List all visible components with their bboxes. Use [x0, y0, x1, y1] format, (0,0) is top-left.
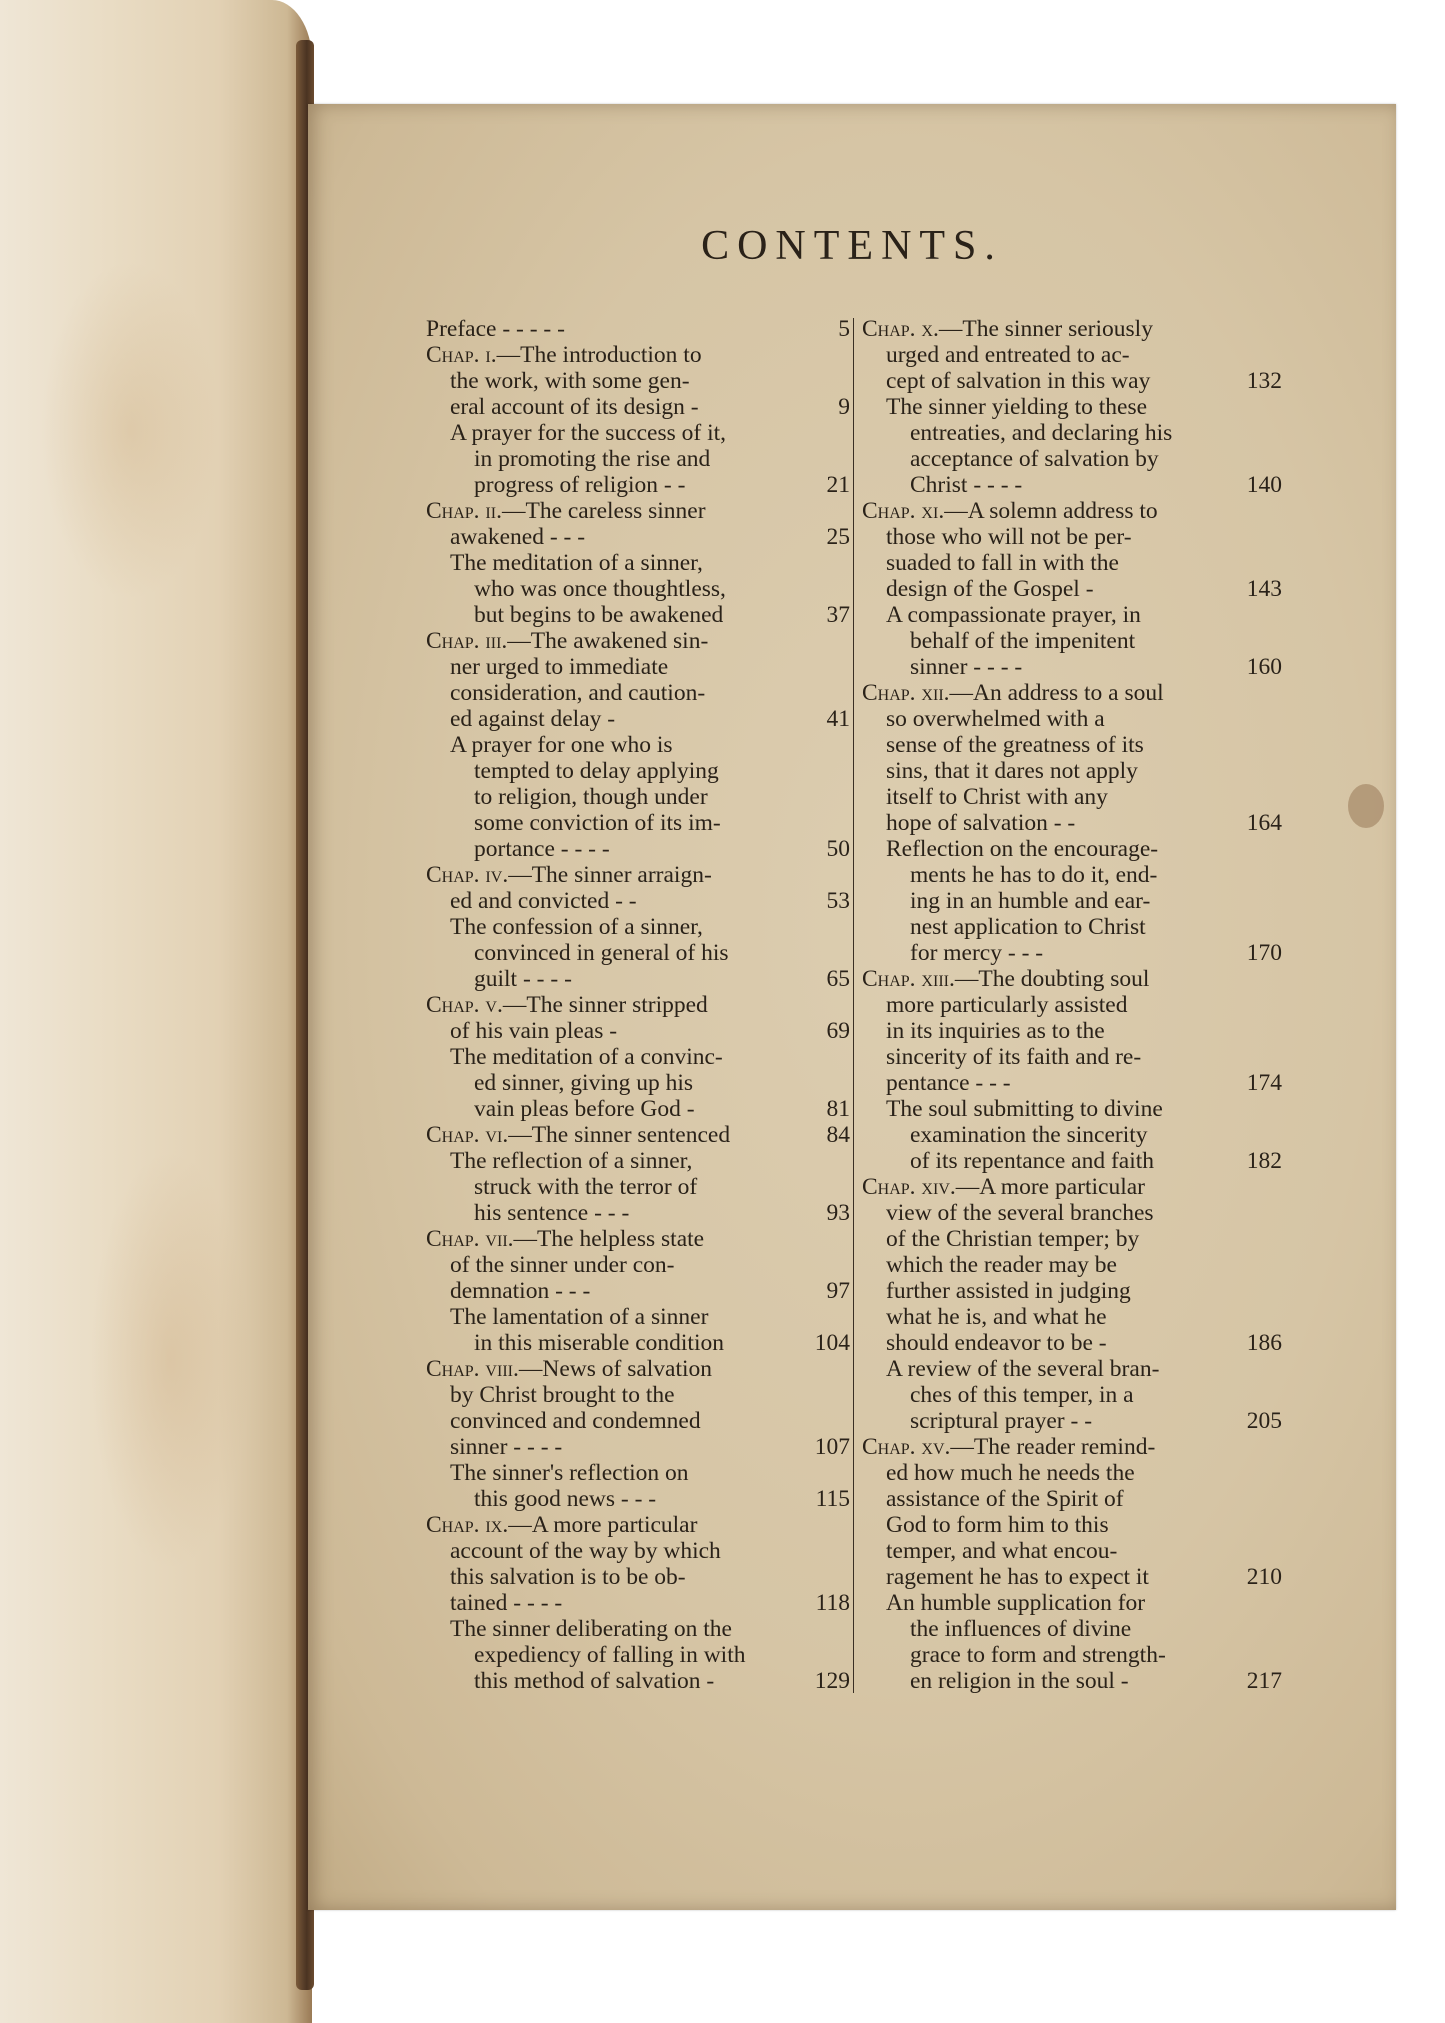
page-number: 50 [826, 836, 850, 862]
page-number: 115 [815, 1486, 850, 1512]
contents-entry [862, 1174, 1282, 1356]
entry-text-line: Chap. xiv.—A more particular [862, 1174, 1145, 1200]
entry-text-line: The confession of a sinner, [450, 914, 703, 940]
entry-text-line: Chap. ii.—The careless sinner [426, 498, 706, 524]
entry-text-line: behalf of the impenitent [910, 628, 1136, 654]
chapter-label: Chap. xi. [862, 498, 945, 524]
entry-text-line: the influences of divine [910, 1616, 1132, 1642]
entry-text-line: ments he has to do it, end- [910, 862, 1158, 888]
entry-text-line: examination the sincerity [910, 1122, 1148, 1148]
entry-text-line: The lamentation of a sinner [450, 1304, 709, 1330]
page-number: 186 [1246, 1330, 1282, 1356]
entry-text-line: Chap. vi.—The sinner sentenced [426, 1122, 731, 1148]
entry-text-line: Chap. x.—The sinner seriously [862, 316, 1153, 342]
foxing-spot [1348, 784, 1384, 828]
entry-text-line: this good news - - - [474, 1486, 657, 1512]
entry-text-line: The meditation of a convinc- [450, 1044, 723, 1070]
entry-text-line: so overwhelmed with a [886, 706, 1105, 732]
page-number: 53 [826, 888, 850, 914]
entry-text-line: scriptural prayer - - [910, 1408, 1093, 1434]
entry-text-line: this salvation is to be ob- [450, 1564, 686, 1590]
page-number: 5 [838, 316, 850, 342]
entry-text-line: account of the way by which [450, 1538, 721, 1564]
page-number: 107 [814, 1434, 850, 1460]
contents-subentry [450, 732, 850, 862]
contents-subentry [450, 1616, 850, 1694]
entry-text-line: urged and entreated to ac- [886, 342, 1130, 368]
entry-text-line: of its repentance and faith [910, 1148, 1155, 1174]
entry-text-line: the work, with some gen- [450, 368, 690, 394]
entry-text-line: nest application to Christ [910, 914, 1146, 940]
entry-text-line: in promoting the rise and [474, 446, 711, 472]
contents-column-left [426, 316, 850, 1694]
contents-page [308, 104, 1396, 1910]
chapter-label: Chap. ix. [426, 1512, 509, 1538]
contents-subentry [886, 1096, 1282, 1174]
entry-text-line: awakened - - - [450, 524, 586, 550]
entry-text-line: sinner - - - - [910, 654, 1023, 680]
entry-text-line: entreaties, and declaring his [910, 420, 1173, 446]
contents-entry [426, 498, 850, 550]
chapter-label: Chap. ii. [426, 498, 502, 524]
page-title: CONTENTS. [701, 223, 1003, 269]
entry-text-line: demnation - - - [450, 1278, 591, 1304]
entry-text-line: Chap. xii.—An address to a soul [862, 680, 1164, 706]
contents-subentry [450, 1460, 850, 1512]
entry-text-line: Chap. iv.—The sinner arraign- [426, 862, 712, 888]
entry-text-line: Chap. iii.—The awakened sin- [426, 628, 709, 654]
entry-text-line: of the Christian temper; by [886, 1226, 1140, 1252]
entry-text-line: should endeavor to be - [886, 1330, 1107, 1356]
entry-text-line: consideration, and caution- [450, 680, 706, 706]
page-number: 37 [826, 602, 850, 628]
entry-text-line: guilt - - - - [474, 966, 572, 992]
contents-entry [426, 316, 850, 342]
entry-text-line: assistance of the Spirit of [886, 1486, 1124, 1512]
entry-text-line: view of the several branches [886, 1200, 1154, 1226]
entry-text-line: vain pleas before God - [474, 1096, 695, 1122]
contents-entry [426, 862, 850, 914]
entry-text-line: Chap. xi.—A solemn address to [862, 498, 1158, 524]
entry-text-line: Chap. ix.—A more particular [426, 1512, 698, 1538]
entry-text-line: ragement he has to expect it [886, 1564, 1149, 1590]
entry-text-line: The sinner's reflection on [450, 1460, 689, 1486]
entry-text-line: en religion in the soul - [910, 1668, 1129, 1694]
chapter-label: Chap. v. [426, 992, 503, 1018]
entry-text-line: ed and convicted - - [450, 888, 637, 914]
entry-text-line: The meditation of a sinner, [450, 550, 703, 576]
contents-entry [426, 1122, 850, 1148]
page-number: 25 [826, 524, 850, 550]
page-number: 160 [1246, 654, 1282, 680]
entry-text-line: suaded to fall in with the [886, 550, 1119, 576]
facing-page [0, 0, 312, 2023]
page-number: 140 [1246, 472, 1282, 498]
contents-entry [426, 1512, 850, 1616]
entry-text-line: ches of this temper, in a [910, 1382, 1134, 1408]
entry-text-line: hope of salvation - - [886, 810, 1076, 836]
contents-subentry [886, 394, 1282, 498]
entry-text-line: Chap. viii.—News of salvation [426, 1356, 713, 1382]
chapter-label: Chap. xv. [862, 1434, 951, 1460]
entry-text-line: tained - - - - [450, 1590, 563, 1616]
contents-subentry [886, 836, 1282, 966]
entry-text-line: some conviction of its im- [474, 810, 721, 836]
entry-text-line: sinner - - - - [450, 1434, 563, 1460]
page-number: 93 [826, 1200, 850, 1226]
entry-text-line: who was once thoughtless, [474, 576, 726, 602]
contents-subentry [450, 914, 850, 992]
entry-text-line: progress of religion - - [474, 472, 686, 498]
entry-text-line: ed against delay - [450, 706, 616, 732]
entry-text-line: of his vain pleas - [450, 1018, 618, 1044]
contents-entry [426, 628, 850, 732]
chapter-label: Chap. i. [426, 342, 497, 368]
contents-entry [426, 992, 850, 1044]
entry-text-line: design of the Gospel - [886, 576, 1094, 602]
page-number: 9 [838, 394, 850, 420]
contents-subentry [450, 1044, 850, 1122]
chapter-label: Chap. iii. [426, 628, 508, 654]
chapter-label: Chap. viii. [426, 1356, 519, 1382]
contents-entry [862, 316, 1282, 394]
page-number: 81 [826, 1096, 850, 1122]
entry-text-line: more particularly assisted [886, 992, 1128, 1018]
contents-column-right [862, 316, 1282, 1694]
page-number: 170 [1246, 940, 1282, 966]
entry-text-line: An humble supplication for [886, 1590, 1146, 1616]
page-number: 164 [1246, 810, 1282, 836]
contents-subentry [886, 602, 1282, 680]
entry-text-line: sincerity of its faith and re- [886, 1044, 1142, 1070]
entry-text-line: A review of the several bran- [886, 1356, 1160, 1382]
page-number: 118 [815, 1590, 850, 1616]
contents-subentry [450, 1148, 850, 1226]
page-number: 41 [826, 706, 850, 732]
entry-text-line: A prayer for one who is [450, 732, 673, 758]
page-number: 132 [1246, 368, 1282, 394]
page-number: 21 [826, 472, 850, 498]
entry-text-line: pentance - - - [886, 1070, 1011, 1096]
entry-text-line: eral account of its design - [450, 394, 699, 420]
entry-text-line: ed sinner, giving up his [474, 1070, 694, 1096]
entry-text-line: sense of the greatness of its [886, 732, 1144, 758]
entry-text-line: his sentence - - - [474, 1200, 630, 1226]
entry-text-line: which the reader may be [886, 1252, 1117, 1278]
entry-text-line: ing in an humble and ear- [910, 888, 1151, 914]
entry-text-line: The sinner deliberating on the [450, 1616, 732, 1642]
entry-text-line: sins, that it dares not apply [886, 758, 1138, 784]
entry-text-line: tempted to delay applying [474, 758, 719, 784]
contents-entry [426, 1356, 850, 1460]
page-stain [40, 260, 220, 600]
entry-text-line: itself to Christ with any [886, 784, 1108, 810]
entry-text-line: to religion, though under [474, 784, 708, 810]
entry-text-line: those who will not be per- [886, 524, 1132, 550]
entry-text-line: A compassionate prayer, in [886, 602, 1141, 628]
entry-text-line: Chap. vii.—The helpless state [426, 1226, 705, 1252]
entry-text-line: The soul submitting to divine [886, 1096, 1163, 1122]
entry-text-line: temper, and what encou- [886, 1538, 1118, 1564]
entry-text-line: Reflection on the encourage- [886, 836, 1159, 862]
page-number: 205 [1246, 1408, 1282, 1434]
entry-text-line: expediency of falling in with [474, 1642, 746, 1668]
chapter-label: Chap. xiv. [862, 1174, 956, 1200]
entry-text-line: in this miserable condition [474, 1330, 724, 1356]
page-number: 217 [1246, 1668, 1282, 1694]
contents-entry [426, 1226, 850, 1304]
page-number: 182 [1246, 1148, 1282, 1174]
contents-entry [862, 1434, 1282, 1590]
entry-text-line: grace to form and strength- [910, 1642, 1166, 1668]
page-number: 65 [826, 966, 850, 992]
entry-text-line: cept of salvation in this way [886, 368, 1151, 394]
chapter-label: Chap. xii. [862, 680, 950, 706]
page-number: 69 [826, 1018, 850, 1044]
chapter-label: Chap. x. [862, 316, 939, 342]
contents-entry [862, 966, 1282, 1096]
entry-text-line: convinced in general of his [474, 940, 729, 966]
page-number: 174 [1246, 1070, 1282, 1096]
page-number: 84 [826, 1122, 850, 1148]
entry-text-line: Chap. v.—The sinner stripped [426, 992, 708, 1018]
page-number: 104 [814, 1330, 850, 1356]
entry-text-line: in its inquiries as to the [886, 1018, 1105, 1044]
entry-text-line: convinced and condemned [450, 1408, 701, 1434]
page-number: 210 [1246, 1564, 1282, 1590]
entry-text-line: Preface - - - - - [426, 316, 565, 342]
entry-text-line: Chap. i.—The introduction to [426, 342, 702, 368]
entry-text-line: A prayer for the success of it, [450, 420, 727, 446]
entry-text-line: portance - - - - [474, 836, 610, 862]
entry-text-line: further assisted in judging [886, 1278, 1131, 1304]
chapter-label: Chap. iv. [426, 862, 509, 888]
entry-text-line: of the sinner under con- [450, 1252, 675, 1278]
entry-text-line: ner urged to immediate [450, 654, 669, 680]
contents-subentry [886, 1590, 1282, 1694]
entry-text-line: what he is, and what he [886, 1304, 1107, 1330]
contents-subentry [450, 1304, 850, 1356]
contents-entry [426, 342, 850, 420]
column-divider [853, 318, 854, 1693]
entry-text-line: Christ - - - - [910, 472, 1023, 498]
entry-text-line: but begins to be awakened [474, 602, 724, 628]
page-number: 97 [826, 1278, 850, 1304]
entry-text-line: Chap. xv.—The reader remind- [862, 1434, 1156, 1460]
entry-text-line: struck with the terror of [474, 1174, 698, 1200]
contents-entry [862, 680, 1282, 836]
entry-text-line: by Christ brought to the [450, 1382, 675, 1408]
entry-text-line: The sinner yielding to these [886, 394, 1148, 420]
contents-subentry [450, 550, 850, 628]
contents-subentry [886, 1356, 1282, 1434]
chapter-label: Chap. vii. [426, 1226, 514, 1252]
entry-text-line: acceptance of salvation by [910, 446, 1159, 472]
contents-subentry [450, 420, 850, 498]
page-number: 143 [1246, 576, 1282, 602]
entry-text-line: Chap. xiii.—The doubting soul [862, 966, 1150, 992]
chapter-label: Chap. vi. [426, 1122, 509, 1148]
page-stain [90, 1150, 250, 1570]
entry-text-line: this method of salvation - [474, 1668, 715, 1694]
entry-text-line: The reflection of a sinner, [450, 1148, 693, 1174]
chapter-label: Chap. xiii. [862, 966, 955, 992]
entry-text-line: ed how much he needs the [886, 1460, 1135, 1486]
entry-text-line: God to form him to this [886, 1512, 1109, 1538]
page-number: 129 [814, 1668, 850, 1694]
contents-entry [862, 498, 1282, 602]
entry-text-line: for mercy - - - [910, 940, 1044, 966]
